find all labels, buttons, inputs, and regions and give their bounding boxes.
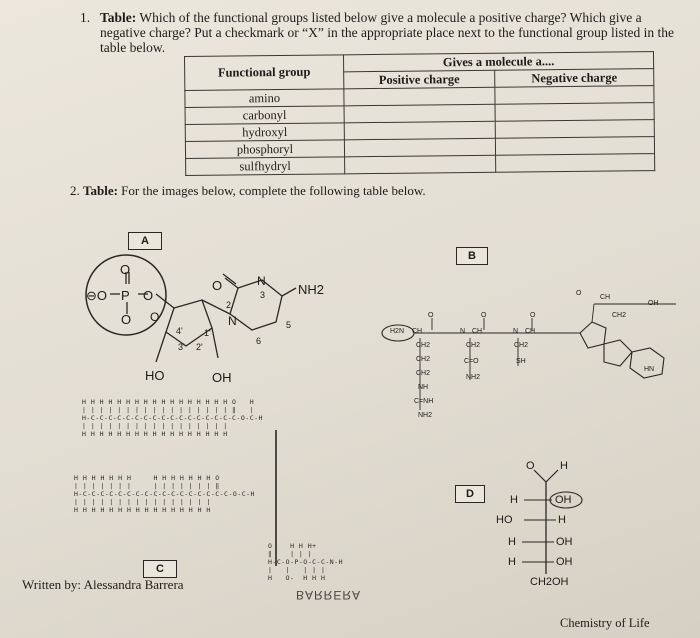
- lipid-c1-row1: H H H H H H H H H H H H H H H H H O H: [82, 398, 255, 406]
- col-gives: Gives a molecule a....: [343, 52, 653, 72]
- pep-ch2-1: CH2: [416, 342, 431, 349]
- nuc-n1: N: [228, 314, 237, 328]
- pep-ch-2: CH: [472, 328, 483, 335]
- sugar-ho2: HO: [496, 514, 513, 526]
- question-1: [80, 10, 686, 55]
- pep-o-4: O: [576, 290, 582, 297]
- pep-o-2: O: [481, 312, 487, 319]
- pep-ch2-4: CH2: [466, 342, 481, 349]
- question-2-title: Table:: [83, 183, 118, 198]
- pep-ch2-6: CH2: [612, 312, 627, 319]
- pep-n-1: N: [460, 328, 466, 335]
- pep-c-eq-nh: C=NH: [414, 398, 434, 405]
- pep-o-3: O: [530, 312, 536, 319]
- pep-c-eq-o: C=O: [464, 358, 479, 365]
- sugar-oh1: OH: [555, 494, 572, 506]
- label-a: A: [128, 232, 162, 250]
- nuc-pos3: 3: [260, 290, 266, 300]
- cell-carbonyl-negative[interactable]: [495, 103, 654, 122]
- nuc-c2p: 2': [196, 342, 203, 352]
- lipid-head-row4: | | | | |: [268, 566, 326, 574]
- nuc-o-bottom: O: [121, 312, 132, 327]
- sugar-o: O: [526, 460, 535, 472]
- cell-carbonyl-positive[interactable]: [344, 104, 495, 123]
- lipid-head-row3: H-C-O-P-O-C-C-N-H: [268, 558, 344, 566]
- nuc-c1p: 1': [204, 328, 211, 338]
- sugar-h1: H: [510, 494, 518, 506]
- nuc-c3p: 3': [178, 342, 185, 352]
- row-amino: amino: [185, 89, 344, 108]
- label-d: D: [455, 485, 485, 503]
- mirror-text: BARRERA: [296, 588, 362, 602]
- lipid-c1-row3: H-C-C-C-C-C-C-C-C-C-C-C-C-C-C-C-C-C-O-C-H: [82, 414, 263, 422]
- lipid-head: [268, 542, 343, 582]
- question-1-number: 1.: [80, 10, 91, 25]
- lipid-head-row5: H O- H H H: [268, 574, 326, 582]
- lipid-c2-row3: H-C-C-C-C-C-C-C-C-C-C-C-C-C-C-C-C-C-O-C-H: [74, 490, 255, 498]
- pep-nh: NH: [418, 384, 429, 391]
- question-1-title: Table:: [100, 10, 137, 25]
- label-b: B: [456, 247, 488, 265]
- cell-sulfhydryl-positive[interactable]: [345, 155, 496, 174]
- question-1-prompt: Which of the functional groups listed below give a molecule a positive charge? Which give a negative charge? Put a checkmark or “X” in the appropriate place next to the functional group listed in the table below.: [100, 10, 675, 55]
- question-2-number: 2.: [70, 183, 80, 198]
- sugar-oh3: OH: [556, 536, 573, 548]
- lipid-c1-row4: | | | | | | | | | | | | | | | | |: [82, 422, 228, 430]
- sugar-h2: H: [558, 514, 566, 526]
- nuc-oh: OH: [212, 370, 232, 385]
- nuc-o-left: ⊖O: [86, 288, 108, 303]
- lipid-chain-2: [74, 474, 255, 514]
- cell-sulfhydryl-negative[interactable]: [495, 154, 654, 173]
- pep-n-2: N: [513, 328, 519, 335]
- nuc-c4p: 4': [176, 326, 183, 336]
- pep-o-1: O: [428, 312, 434, 319]
- row-carbonyl: carbonyl: [185, 106, 344, 125]
- pep-h2n: H2N: [390, 328, 405, 335]
- nuc-n3: N: [257, 274, 266, 288]
- question-2: [70, 183, 426, 199]
- nuc-pos2: 2: [226, 300, 232, 310]
- nuc-pos6: 6: [256, 336, 262, 346]
- sugar-h-ald: H: [560, 460, 568, 472]
- lipid-c2-row2: | | | | | | | | | | | | | | ‖: [74, 482, 220, 490]
- pep-nh2-1: NH2: [418, 412, 433, 419]
- nuc-o-ring: O: [150, 310, 160, 324]
- pep-nh2-2: NH2: [466, 374, 481, 381]
- sugar-oh4: OH: [556, 556, 573, 568]
- pep-ch2-2: CH2: [416, 356, 431, 363]
- pep-hn: HN: [644, 366, 655, 373]
- cell-phosphoryl-negative[interactable]: [495, 137, 654, 156]
- pep-sh: SH: [516, 358, 526, 365]
- lipid-chain-1: [82, 398, 263, 438]
- lipid-c1-row2: | | | | | | | | | | | | | | | | | ‖ |: [82, 406, 255, 414]
- sugar-h3: H: [508, 536, 516, 548]
- nuc-p: P: [121, 288, 130, 303]
- lipid-head-row1: O H H H+: [268, 542, 317, 550]
- pep-ch2-5: CH2: [514, 342, 529, 349]
- nucleotide-structure: [70, 250, 350, 390]
- lipid-c2-row4: | | | | | | | | | | | | | | | |: [74, 498, 211, 506]
- pep-oh: OH: [648, 300, 659, 307]
- cell-phosphoryl-positive[interactable]: [344, 138, 495, 157]
- sugar-ch2oh: CH2OH: [530, 576, 569, 588]
- lipid-c2-row5: H H H H H H H H H H H H H H H H: [74, 506, 211, 514]
- nuc-pos5: 5: [286, 320, 292, 330]
- nuc-ho: HO: [145, 368, 165, 383]
- course-title: Chemistry of Life: [560, 616, 650, 630]
- row-phosphoryl: phosphoryl: [185, 140, 344, 159]
- question-2-prompt: For the images below, complete the following table below.: [121, 183, 426, 198]
- col-negative: Negative charge: [495, 69, 654, 88]
- col-functional-group: Functional group: [185, 55, 344, 91]
- pep-ch2-3: CH2: [416, 370, 431, 377]
- cell-amino-negative[interactable]: [495, 86, 654, 105]
- col-positive: Positive charge: [344, 70, 495, 89]
- label-c: C: [143, 560, 177, 578]
- row-hydroxyl: hydroxyl: [185, 123, 344, 142]
- author-credit: Written by: Alessandra Barrera: [22, 577, 184, 592]
- nuc-nh2: NH2: [298, 282, 325, 297]
- pep-ch-3: CH: [525, 328, 536, 335]
- pep-ch-4: CH: [600, 294, 611, 301]
- lipid-head-row2: ‖ | | |: [268, 550, 313, 558]
- pep-ch-1: CH: [412, 328, 423, 335]
- nuc-o-base: O: [212, 278, 223, 293]
- lipid-c2-row1: H H H H H H H H H H H H H H O: [74, 474, 220, 482]
- nuc-o-top: O: [120, 262, 131, 277]
- cell-hydroxyl-negative[interactable]: [495, 120, 654, 139]
- cell-amino-positive[interactable]: [344, 87, 495, 106]
- row-sulfhydryl: sulfhydryl: [186, 157, 345, 176]
- nuc-o-right: O: [143, 288, 154, 303]
- functional-group-table: [184, 51, 655, 176]
- sugar-h4: H: [508, 556, 516, 568]
- cell-hydroxyl-positive[interactable]: [344, 121, 495, 140]
- lipid-c1-row5: H H H H H H H H H H H H H H H H H: [82, 430, 228, 438]
